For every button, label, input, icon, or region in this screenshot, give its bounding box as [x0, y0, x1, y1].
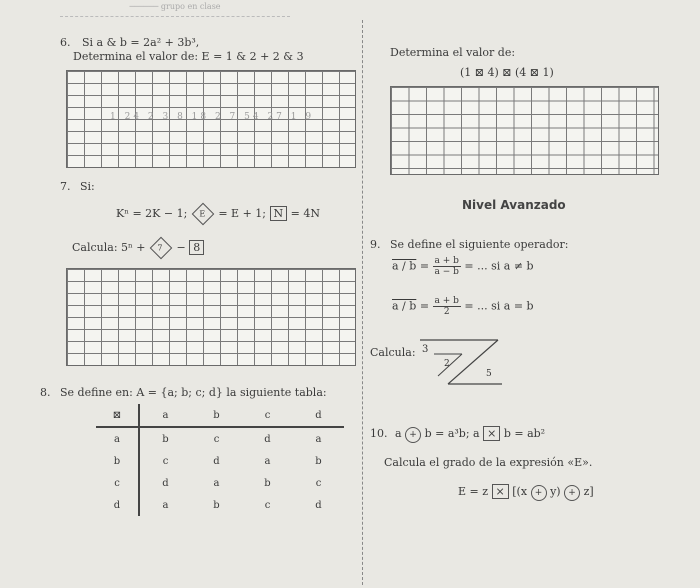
problem-9-number: 9.	[370, 238, 381, 251]
problem-7-def-left: Kⁿ = 2K − 1;	[116, 207, 188, 220]
table-row: d a b c d	[96, 494, 344, 516]
def2-fraction: $\frac{a + b}{2}$	[434, 296, 459, 317]
problem-8-text: Se define en: A = {a; b; c; d} la siguiente tabla:	[60, 386, 327, 399]
grid-problem-7	[66, 268, 356, 366]
problem-8-number: 8.	[40, 386, 51, 399]
problem-7-number: 7.	[60, 180, 71, 193]
calc-diamond: 7	[150, 237, 173, 260]
problem-6	[60, 36, 199, 49]
table-header: b	[191, 404, 242, 427]
plus-circle-operator: +	[531, 485, 547, 501]
problem-10-line1: 10. a + b = a³b; a × b = ab²	[370, 426, 545, 443]
problem-7-calcula-label: Calcula: 5ⁿ +	[72, 241, 146, 254]
problem-7-definition	[116, 206, 320, 222]
header-strip: ────── grupo en clase	[60, 2, 290, 17]
times-box-operator: ×	[483, 426, 500, 441]
diamond-operator: E	[192, 203, 215, 226]
table-row: b c d a b	[96, 450, 344, 472]
problem-6-number: 6.	[60, 36, 71, 49]
table-row: a b c d a	[96, 427, 344, 450]
problem-7-calcula	[72, 240, 204, 256]
problem-7-def-mid: = E + 1;	[218, 207, 266, 220]
times-box-operator: ×	[492, 484, 509, 499]
problem-10-number: 10.	[370, 427, 388, 440]
column-divider	[362, 20, 363, 585]
table-header: a	[139, 404, 191, 427]
plus-circle-operator: +	[564, 485, 580, 501]
problem-7-def-right: = 4N	[290, 207, 320, 220]
nivel-avanzado-title: Nivel Avanzado	[462, 198, 566, 212]
problem-7-header	[60, 180, 95, 193]
nested-operator-figure	[418, 336, 508, 388]
problem-6-line1: Si a & b = 2a² + 3b³,	[82, 36, 200, 49]
table-header-row	[96, 404, 344, 427]
grid-right-top	[390, 86, 659, 175]
calc-minus: −	[176, 241, 186, 254]
problem-8-header	[40, 386, 327, 399]
problem-9-header	[370, 238, 569, 251]
problem-9-def1: a / b = $\frac{a + b}{a - b}$ = ... si a ≠ b	[392, 256, 534, 277]
right-top-line1: Determina el valor de:	[390, 46, 516, 59]
def1-fraction: $\frac{a + b}{a - b}$	[434, 256, 459, 277]
problem-9-def2: a / b = $\frac{a + b}{2}$ = ... si a = b	[392, 296, 534, 317]
nested-value-3: 5	[486, 369, 492, 379]
operation-table	[96, 404, 344, 516]
problem-7-si: Si:	[80, 180, 95, 193]
problem-10-line3: E = z × [(x + y) + z]	[458, 484, 594, 501]
table-header: c	[242, 404, 293, 427]
table-row: c d a b c	[96, 472, 344, 494]
nested-value-2: 2	[444, 359, 450, 369]
problem-9-calcula: Calcula:	[370, 346, 416, 359]
def1-operator: a / b	[392, 259, 417, 273]
def1-condition: = ... si a ≠ b	[464, 259, 534, 273]
problem-6-line2: Determina el valor de: E = 1 & 2 + 2 & 3	[73, 50, 304, 63]
def2-condition: = ... si a = b	[464, 299, 534, 313]
nested-value-1: 3	[422, 344, 429, 355]
table-header: d	[293, 404, 344, 427]
problem-9-text: Se define el siguiente operador:	[390, 238, 569, 251]
table-corner: ⊠	[96, 404, 139, 427]
box-operator: N	[270, 206, 288, 221]
calc-box: 8	[189, 240, 204, 255]
right-top-line2: (1 ⊠ 4) ⊠ (4 ⊠ 1)	[460, 66, 554, 79]
problem-10-line2: Calcula el grado de la expresión «E».	[384, 456, 593, 469]
problem-6-faint-work: 1 24 2 3 8 18 2 7 54 27 1 9	[110, 112, 315, 122]
def2-operator: a / b	[392, 299, 417, 313]
plus-circle-operator: +	[405, 427, 421, 443]
